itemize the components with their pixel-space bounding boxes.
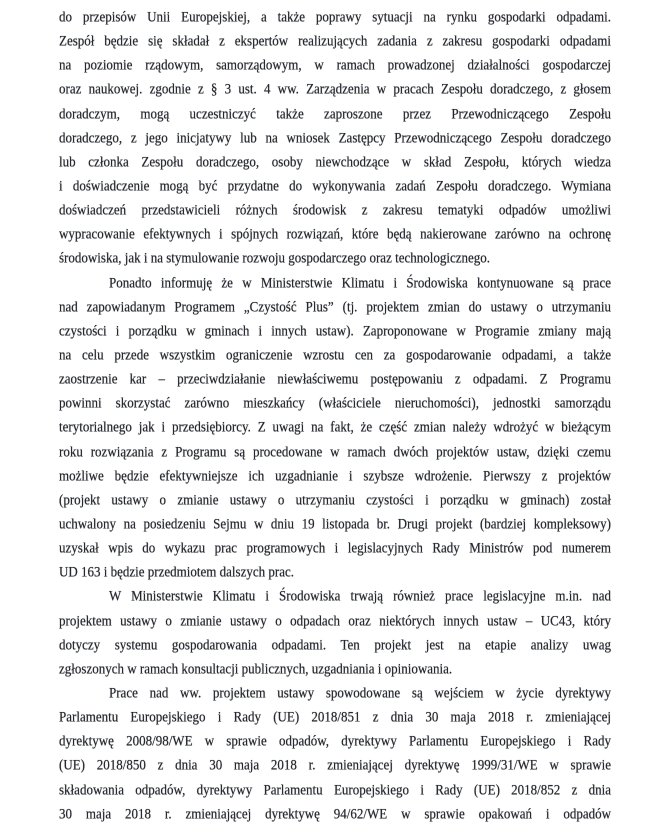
- text-line: dyrektywę 2008/98/WE w sprawie odpadów, dyrektywy Parlamentu Europejskiego i Rady: [59, 731, 611, 750]
- text-line: (UE) 2018/850 z dnia 30 maja 2018 r. zmieniającej dyrektywę 1999/31/WE w sprawie: [59, 756, 611, 774]
- paragraph-2: [59, 271, 611, 585]
- text-line: do przepisów Unii Europejskiej, a także poprawy sytuacji na rynku gospodarki odpadami.: [59, 7, 611, 26]
- text-line: uzyskał wpis do wykazu prac programowych i legislacyjnych Rady Ministrów pod numerem: [59, 538, 611, 557]
- text-line: projektem ustawy o zmianie ustawy o odpadach oraz niektórych innych ustaw – UC43, który: [59, 611, 611, 629]
- text-line: zgłoszonych w ramach konsultacji publicznych, uzgadniania i opiniowania.: [59, 659, 453, 677]
- text-line: roku rozwiązania z Programu są procedowane w ramach dwóch projektów ustaw, dzięki czemu: [59, 442, 611, 460]
- text-line: lub członka Zespołu doradczego, osoby niewchodzące w skład Zespołu, których wiedza: [59, 152, 611, 170]
- paragraph-4: [59, 681, 611, 826]
- text-line: W Ministerstwie Klimatu i Środowiska trwają również prace legislacyjne m.in. nad: [109, 587, 611, 605]
- text-line: Zespół będzie się składał z ekspertów realizujących zadania z zakresu gospodarki odpadami: [59, 31, 611, 50]
- text-line: Parlamentu Europejskiego i Rady (UE) 2018/851 z dnia 30 maja 2018 r. zmieniającej: [59, 707, 611, 726]
- text-line: Ponadto informuję że w Ministerstwie Klimatu i Środowiska kontynuowane są prace: [109, 273, 611, 291]
- text-line: dotyczy systemu gospodarowania odpadami. Ten projekt jest na etapie analizy uwag: [59, 635, 611, 653]
- text-line: Prace nad ww. projektem ustawy spowodowane są wejściem w życie dyrektywy: [109, 683, 611, 702]
- text-line: na poziomie rządowym, samorządowym, w ramach prowadzonej działalności gospodarczej: [59, 55, 611, 74]
- text-line: i doświadczenie mogą być przydatne do wykonywania zadań Zespołu doradczego. Wymiana: [59, 176, 611, 195]
- text-line: nad zapowiadanym Programem „Czystość Plus” (tj. projektem zmian do ustawy o utrzymaniu: [59, 297, 611, 315]
- paragraph-1: [59, 5, 611, 271]
- text-line: zaostrzenie kar – przeciwdziałanie niewłaściwemu postępowaniu z odpadami. Z Programu: [59, 369, 611, 388]
- document-body: [59, 5, 611, 826]
- text-line: środowiska, jak i na stymulowanie rozwoju gospodarczego oraz technologicznego.: [59, 249, 491, 267]
- text-line: powinni skorzystać zarówno mieszkańcy (właściciele nieruchomości), jednostki samorządu: [59, 393, 611, 412]
- text-line: 30 maja 2018 r. zmieniającej dyrektywę 94/62/WE w sprawie opakowań i odpadów: [59, 804, 611, 822]
- text-line: (projekt ustawy o zmianie ustawy o utrzymaniu czystości i porządku w gminach) został: [59, 490, 611, 508]
- text-line: uchwalony na posiedzeniu Sejmu w dniu 19 listopada br. Drugi projekt (bardziej kompleksowy): [59, 514, 611, 533]
- text-line: oraz naukowej. zgodnie z § 3 ust. 4 ww. Zarządzenia w pracach Zespołu doradczego, z głosem: [59, 80, 611, 98]
- paragraph-3: [59, 584, 611, 681]
- text-line: wypracowanie efektywnych i spójnych rozwiązań, które będą nakierowane zarówno na ochronę: [59, 224, 611, 243]
- text-line: doradczego, z jego inicjatywy lub na wniosek Zastępcy Przewodniczącego Zespołu doradczego: [59, 128, 611, 146]
- text-line: terytorialnego jak i przedsiębiorcy. Z uwagi na fakt, że część zmian należy wdrożyć w bieżącym: [59, 418, 611, 436]
- text-line: doświadczeń przedstawicieli różnych środowisk z zakresu tematyki odpadów umożliwi: [59, 200, 611, 219]
- text-line: na celu przede wszystkim ograniczenie wzrostu cen za gospodarowanie odpadami, a także: [59, 345, 611, 364]
- text-line: możliwe będzie efektywniejsze ich uzgadnianie i szybsze wdrożenie. Pierwszy z projektów: [59, 466, 611, 484]
- text-line: składowania odpadów, dyrektywy Parlamentu Europejskiego i Rady (UE) 2018/852 z dnia: [59, 780, 611, 798]
- text-line: czystości i porządku w gminach i innych ustaw). Zaproponowane w Programie zmiany mają: [59, 321, 611, 339]
- text-line: UD 163 i będzie przedmiotem dalszych prac.: [59, 562, 294, 581]
- text-line: doradczym, mogą uczestniczyć także zaproszone przez Przewodniczącego Zespołu: [59, 104, 611, 122]
